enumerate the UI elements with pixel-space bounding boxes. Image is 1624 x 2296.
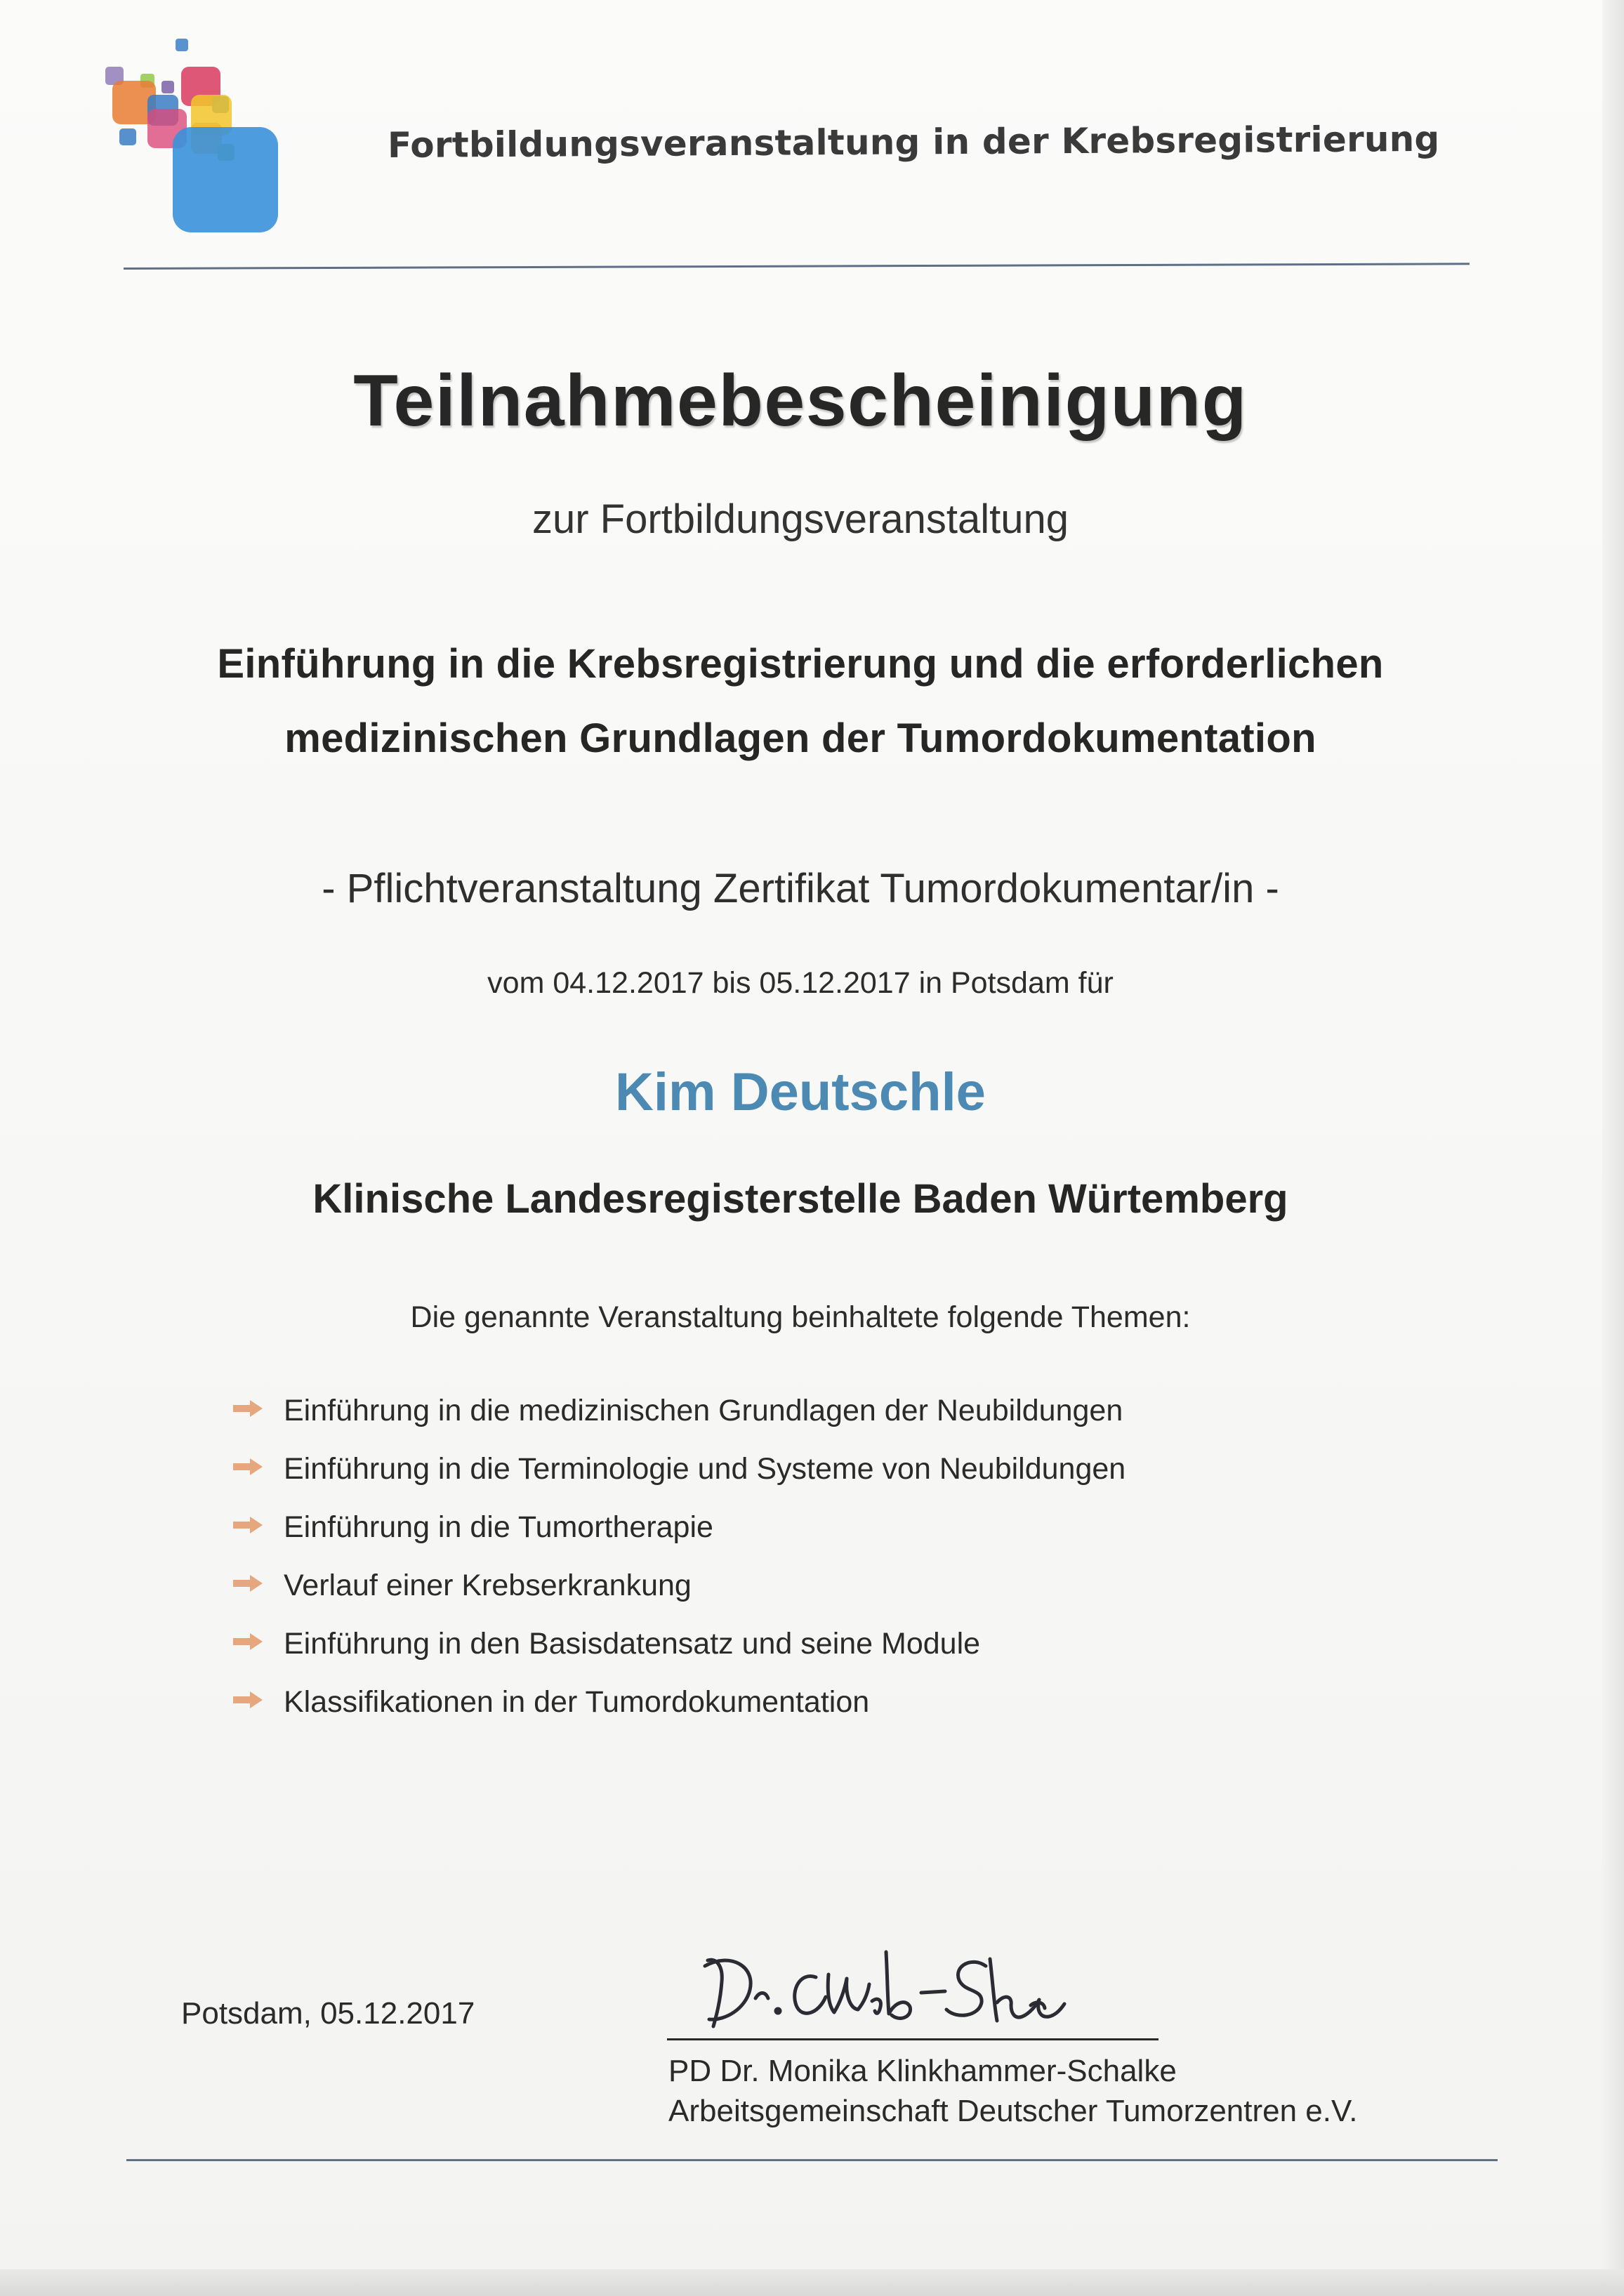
topic-item	[232, 1512, 1125, 1570]
topics-intro: Die genannte Veranstaltung beinhaltete folgende Themen:	[410, 1300, 1191, 1334]
topic-item	[232, 1687, 1125, 1745]
topic-item	[232, 1570, 1125, 1628]
topic-text: Verlauf einer Krebserkrankung	[284, 1569, 692, 1602]
topic-item	[232, 1395, 1125, 1453]
handwritten-signature-icon	[695, 1938, 1144, 2043]
certificate-title: Teilnahmebescheinigung	[353, 360, 1248, 442]
participant-institution: Klinische Landesregisterstelle Baden Würtemberg	[312, 1176, 1288, 1222]
arrow-bullet-icon	[232, 1689, 264, 1710]
topic-text: Einführung in die Tumortherapie	[284, 1510, 713, 1544]
course-title-line-1: Einführung in die Krebsregistrierung und die erforderlichen	[217, 641, 1384, 687]
place-and-date: Potsdam, 05.12.2017	[181, 1996, 475, 2031]
topic-text: Klassifikationen in der Tumordokumentation	[284, 1685, 870, 1719]
org-heading: Fortbildungsveranstaltung in der Krebsregistrierung	[387, 118, 1440, 166]
signer-name: PD Dr. Monika Klinkhammer-Schalke	[668, 2054, 1177, 2088]
topic-text: Einführung in die Terminologie und Systeme von Neubildungen	[284, 1452, 1126, 1486]
signer-organization: Arbeitsgemeinschaft Deutscher Tumorzentren e.V.	[668, 2094, 1358, 2128]
event-dates: vom 04.12.2017 bis 05.12.2017 in Potsdam für	[487, 966, 1114, 1000]
signature-line	[667, 2038, 1158, 2040]
arrow-bullet-icon	[232, 1573, 264, 1594]
topic-text: Einführung in die medizinischen Grundlagen der Neubildungen	[284, 1394, 1123, 1427]
course-title-line-2: medizinischen Grundlagen der Tumordokumentation	[284, 715, 1316, 761]
certificate-subtitle: zur Fortbildungsveranstaltung	[532, 496, 1069, 542]
mandatory-note: - Pflichtveranstaltung Zertifikat Tumordokumentar/in -	[322, 866, 1279, 911]
paper-edge-right	[1602, 0, 1624, 2296]
arrow-bullet-icon	[232, 1515, 264, 1536]
arrow-bullet-icon	[232, 1398, 264, 1419]
arrow-bullet-icon	[232, 1456, 264, 1477]
topic-text: Einführung in den Basisdatensatz und seine Module	[284, 1627, 981, 1661]
topic-item	[232, 1628, 1125, 1687]
topics-list	[232, 1395, 1125, 1745]
paper-edge-bottom	[0, 2269, 1624, 2296]
topic-item	[232, 1453, 1125, 1512]
participant-name: Kim Deutschle	[615, 1062, 986, 1122]
footer-divider	[126, 2159, 1498, 2161]
arrow-bullet-icon	[232, 1631, 264, 1652]
colored-squares-logo-icon	[105, 39, 358, 242]
